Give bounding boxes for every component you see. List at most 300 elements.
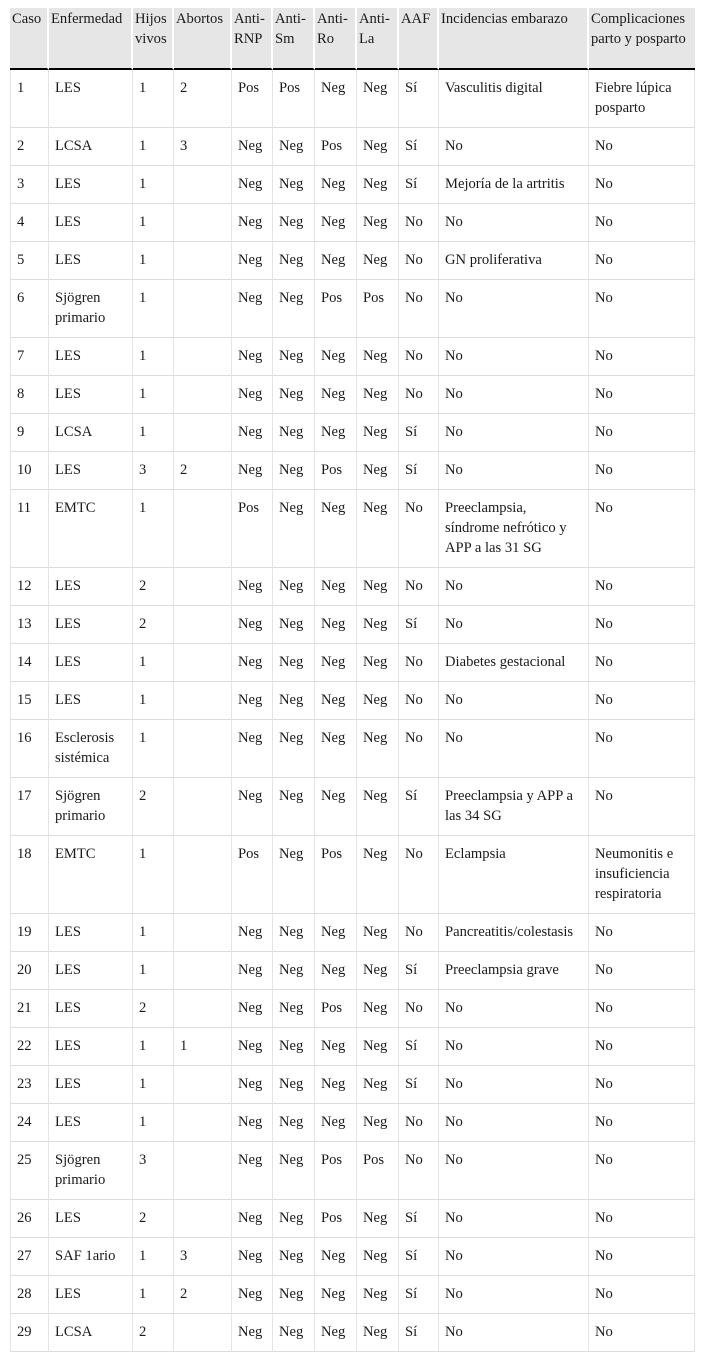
- cell-abortos: [174, 1066, 232, 1104]
- cell-abortos: [174, 778, 232, 836]
- cell-anti-ro: Neg: [315, 166, 357, 204]
- cell-aaf: No: [399, 720, 439, 778]
- table-row: [10, 1200, 695, 1238]
- cell-anti-sm: Neg: [273, 280, 315, 338]
- cell-caso: 18: [10, 836, 49, 914]
- cell-anti-ro: Pos: [315, 1142, 357, 1200]
- cell-aaf: No: [399, 1142, 439, 1200]
- cell-anti-sm: Neg: [273, 720, 315, 778]
- cell-anti-ro: Neg: [315, 1066, 357, 1104]
- cell-enfermedad: Sjögren primario: [49, 778, 133, 836]
- cell-hijos-vivos: 1: [133, 1276, 174, 1314]
- cell-hijos-vivos: 2: [133, 568, 174, 606]
- cell-caso: 24: [10, 1104, 49, 1142]
- cell-complicaciones: No: [589, 1142, 695, 1200]
- table-row: [10, 1314, 695, 1352]
- cell-anti-la: Neg: [357, 452, 399, 490]
- cell-anti-la: Neg: [357, 128, 399, 166]
- cell-anti-sm: Neg: [273, 1104, 315, 1142]
- cell-hijos-vivos: 2: [133, 1200, 174, 1238]
- table-row: [10, 606, 695, 644]
- cell-enfermedad: LES: [49, 204, 133, 242]
- cell-anti-sm: Neg: [273, 990, 315, 1028]
- cell-anti-rnp: Pos: [232, 490, 273, 568]
- cell-hijos-vivos: 1: [133, 720, 174, 778]
- cell-abortos: [174, 914, 232, 952]
- cell-complicaciones: No: [589, 778, 695, 836]
- header-incidencias-embarazo: Incidencias embarazo: [439, 8, 589, 70]
- cell-hijos-vivos: 1: [133, 166, 174, 204]
- cell-enfermedad: LCSA: [49, 128, 133, 166]
- table-row: [10, 1028, 695, 1066]
- cell-incidencias-embarazo: Preeclampsia, síndrome nefrótico y APP a las 31 SG: [439, 490, 589, 568]
- cell-anti-ro: Neg: [315, 952, 357, 990]
- table-row: [10, 990, 695, 1028]
- cell-anti-ro: Neg: [315, 490, 357, 568]
- cell-enfermedad: LES: [49, 644, 133, 682]
- table-row: [10, 242, 695, 280]
- cell-complicaciones: No: [589, 952, 695, 990]
- cell-caso: 14: [10, 644, 49, 682]
- cell-complicaciones: No: [589, 414, 695, 452]
- cell-incidencias-embarazo: No: [439, 1104, 589, 1142]
- cell-anti-la: Neg: [357, 720, 399, 778]
- cell-enfermedad: LES: [49, 70, 133, 128]
- cell-enfermedad: EMTC: [49, 490, 133, 568]
- cell-anti-la: Neg: [357, 606, 399, 644]
- cell-anti-ro: Neg: [315, 568, 357, 606]
- cell-anti-rnp: Neg: [232, 606, 273, 644]
- cell-enfermedad: LES: [49, 1104, 133, 1142]
- cell-anti-ro: Neg: [315, 644, 357, 682]
- table-row: [10, 682, 695, 720]
- table-row: [10, 1276, 695, 1314]
- cell-hijos-vivos: 1: [133, 1238, 174, 1276]
- cell-anti-sm: Neg: [273, 778, 315, 836]
- cell-anti-sm: Neg: [273, 452, 315, 490]
- cell-anti-sm: Neg: [273, 128, 315, 166]
- header-row: [10, 8, 695, 70]
- cell-complicaciones: No: [589, 280, 695, 338]
- cell-enfermedad: LES: [49, 606, 133, 644]
- cell-incidencias-embarazo: No: [439, 280, 589, 338]
- cell-anti-rnp: Neg: [232, 682, 273, 720]
- cell-abortos: 1: [174, 1028, 232, 1066]
- cell-enfermedad: LES: [49, 1028, 133, 1066]
- cell-aaf: No: [399, 376, 439, 414]
- cell-aaf: Sí: [399, 128, 439, 166]
- cell-aaf: Sí: [399, 1066, 439, 1104]
- cell-anti-la: Neg: [357, 1066, 399, 1104]
- table-row: [10, 568, 695, 606]
- cell-anti-ro: Pos: [315, 452, 357, 490]
- cell-caso: 29: [10, 1314, 49, 1352]
- table-row: [10, 166, 695, 204]
- cell-complicaciones: No: [589, 914, 695, 952]
- cell-abortos: 3: [174, 128, 232, 166]
- cell-anti-la: Neg: [357, 1314, 399, 1352]
- cell-incidencias-embarazo: No: [439, 452, 589, 490]
- cell-aaf: No: [399, 280, 439, 338]
- header-anti-ro: Anti-Ro: [315, 8, 357, 70]
- cell-incidencias-embarazo: No: [439, 682, 589, 720]
- cell-anti-la: Neg: [357, 1200, 399, 1238]
- cell-abortos: [174, 720, 232, 778]
- cell-hijos-vivos: 3: [133, 452, 174, 490]
- cell-abortos: 2: [174, 452, 232, 490]
- cell-abortos: [174, 338, 232, 376]
- cell-hijos-vivos: 1: [133, 644, 174, 682]
- cell-anti-la: Neg: [357, 242, 399, 280]
- table-row: [10, 952, 695, 990]
- cell-enfermedad: LES: [49, 1276, 133, 1314]
- cell-anti-sm: Neg: [273, 1200, 315, 1238]
- header-hijos-vivos: Hijos vivos: [133, 8, 174, 70]
- table-row: [10, 128, 695, 166]
- header-caso: Caso: [10, 8, 49, 70]
- cell-anti-rnp: Neg: [232, 242, 273, 280]
- cell-complicaciones: No: [589, 1200, 695, 1238]
- cell-hijos-vivos: 1: [133, 914, 174, 952]
- table-container: [10, 8, 695, 1352]
- cell-aaf: No: [399, 990, 439, 1028]
- cell-caso: 9: [10, 414, 49, 452]
- cell-anti-rnp: Neg: [232, 414, 273, 452]
- cell-aaf: No: [399, 568, 439, 606]
- cell-enfermedad: Esclerosis sistémica: [49, 720, 133, 778]
- cell-anti-ro: Neg: [315, 682, 357, 720]
- header-anti-sm: Anti-Sm: [273, 8, 315, 70]
- table-row: [10, 338, 695, 376]
- cell-hijos-vivos: 1: [133, 952, 174, 990]
- cell-anti-la: Neg: [357, 1276, 399, 1314]
- cell-aaf: Sí: [399, 1314, 439, 1352]
- cell-abortos: [174, 166, 232, 204]
- cell-enfermedad: LES: [49, 338, 133, 376]
- cell-caso: 21: [10, 990, 49, 1028]
- cell-aaf: No: [399, 644, 439, 682]
- cell-incidencias-embarazo: No: [439, 1028, 589, 1066]
- cell-aaf: No: [399, 914, 439, 952]
- cell-enfermedad: LES: [49, 452, 133, 490]
- cell-complicaciones: No: [589, 128, 695, 166]
- cell-anti-ro: Neg: [315, 338, 357, 376]
- cell-incidencias-embarazo: No: [439, 1238, 589, 1276]
- cell-aaf: Sí: [399, 1238, 439, 1276]
- header-enfermedad: Enfermedad: [49, 8, 133, 70]
- cell-anti-rnp: Neg: [232, 1276, 273, 1314]
- cell-enfermedad: LES: [49, 376, 133, 414]
- cell-anti-ro: Neg: [315, 1238, 357, 1276]
- cell-anti-rnp: Neg: [232, 720, 273, 778]
- cell-anti-la: Neg: [357, 166, 399, 204]
- cell-anti-sm: Neg: [273, 1028, 315, 1066]
- cell-caso: 4: [10, 204, 49, 242]
- cell-incidencias-embarazo: No: [439, 1314, 589, 1352]
- cell-anti-la: Neg: [357, 70, 399, 128]
- cell-anti-rnp: Neg: [232, 128, 273, 166]
- cell-anti-rnp: Neg: [232, 1238, 273, 1276]
- cell-anti-rnp: Neg: [232, 644, 273, 682]
- cell-anti-la: Neg: [357, 204, 399, 242]
- table-row: [10, 720, 695, 778]
- cell-caso: 25: [10, 1142, 49, 1200]
- cell-anti-la: Neg: [357, 490, 399, 568]
- cell-abortos: [174, 952, 232, 990]
- cell-aaf: No: [399, 682, 439, 720]
- cell-complicaciones: No: [589, 242, 695, 280]
- cell-anti-sm: Neg: [273, 242, 315, 280]
- cell-hijos-vivos: 1: [133, 338, 174, 376]
- header-complicaciones: Complicaciones parto y posparto: [589, 8, 695, 70]
- cell-anti-ro: Pos: [315, 1200, 357, 1238]
- cell-complicaciones: Neumonitis e insuficiencia respiratoria: [589, 836, 695, 914]
- cell-anti-ro: Neg: [315, 914, 357, 952]
- cell-complicaciones: No: [589, 990, 695, 1028]
- cell-anti-rnp: Neg: [232, 1314, 273, 1352]
- cell-caso: 15: [10, 682, 49, 720]
- cell-anti-ro: Neg: [315, 1276, 357, 1314]
- cell-anti-rnp: Neg: [232, 914, 273, 952]
- cell-anti-sm: Neg: [273, 606, 315, 644]
- cell-abortos: [174, 1200, 232, 1238]
- table-row: [10, 452, 695, 490]
- cell-abortos: [174, 1142, 232, 1200]
- cell-aaf: Sí: [399, 70, 439, 128]
- cell-aaf: Sí: [399, 452, 439, 490]
- cell-aaf: Sí: [399, 1200, 439, 1238]
- cell-incidencias-embarazo: No: [439, 204, 589, 242]
- cell-caso: 8: [10, 376, 49, 414]
- cell-aaf: Sí: [399, 166, 439, 204]
- cell-abortos: [174, 280, 232, 338]
- cell-anti-ro: Neg: [315, 1104, 357, 1142]
- cell-hijos-vivos: 3: [133, 1142, 174, 1200]
- table-row: [10, 778, 695, 836]
- cell-abortos: 3: [174, 1238, 232, 1276]
- cell-complicaciones: No: [589, 1028, 695, 1066]
- cell-anti-sm: Neg: [273, 1142, 315, 1200]
- cell-abortos: [174, 204, 232, 242]
- cell-enfermedad: LES: [49, 990, 133, 1028]
- table-row: [10, 376, 695, 414]
- cell-anti-la: Neg: [357, 836, 399, 914]
- cell-hijos-vivos: 1: [133, 836, 174, 914]
- cell-aaf: No: [399, 204, 439, 242]
- cell-caso: 26: [10, 1200, 49, 1238]
- cell-anti-rnp: Neg: [232, 1104, 273, 1142]
- cell-anti-ro: Neg: [315, 1314, 357, 1352]
- cell-anti-rnp: Neg: [232, 280, 273, 338]
- cell-anti-rnp: Neg: [232, 338, 273, 376]
- cell-caso: 2: [10, 128, 49, 166]
- cell-anti-rnp: Pos: [232, 70, 273, 128]
- cell-hijos-vivos: 1: [133, 70, 174, 128]
- cell-complicaciones: No: [589, 376, 695, 414]
- cell-incidencias-embarazo: Vasculitis digital: [439, 70, 589, 128]
- cell-anti-rnp: Neg: [232, 778, 273, 836]
- cell-anti-la: Neg: [357, 682, 399, 720]
- cell-caso: 17: [10, 778, 49, 836]
- cell-abortos: [174, 1314, 232, 1352]
- cell-complicaciones: No: [589, 644, 695, 682]
- cell-enfermedad: SAF 1ario: [49, 1238, 133, 1276]
- header-aaf: AAF: [399, 8, 439, 70]
- cell-abortos: [174, 490, 232, 568]
- cell-aaf: No: [399, 836, 439, 914]
- cell-caso: 3: [10, 166, 49, 204]
- table-row: [10, 414, 695, 452]
- cell-incidencias-embarazo: No: [439, 414, 589, 452]
- cell-anti-rnp: Neg: [232, 952, 273, 990]
- cell-anti-rnp: Neg: [232, 166, 273, 204]
- cell-caso: 20: [10, 952, 49, 990]
- cell-incidencias-embarazo: No: [439, 128, 589, 166]
- cell-aaf: Sí: [399, 606, 439, 644]
- cell-hijos-vivos: 1: [133, 1028, 174, 1066]
- cell-anti-ro: Neg: [315, 204, 357, 242]
- cell-incidencias-embarazo: No: [439, 720, 589, 778]
- cell-anti-ro: Neg: [315, 70, 357, 128]
- cell-aaf: Sí: [399, 1028, 439, 1066]
- cell-anti-sm: Neg: [273, 414, 315, 452]
- cell-enfermedad: LES: [49, 242, 133, 280]
- cell-hijos-vivos: 1: [133, 280, 174, 338]
- cell-anti-la: Pos: [357, 1142, 399, 1200]
- cell-complicaciones: No: [589, 166, 695, 204]
- cell-anti-ro: Pos: [315, 280, 357, 338]
- cell-caso: 7: [10, 338, 49, 376]
- cell-anti-la: Neg: [357, 914, 399, 952]
- header-abortos: Abortos: [174, 8, 232, 70]
- cell-hijos-vivos: 1: [133, 414, 174, 452]
- cell-incidencias-embarazo: Diabetes gestacional: [439, 644, 589, 682]
- cell-abortos: 2: [174, 70, 232, 128]
- cell-anti-rnp: Neg: [232, 1142, 273, 1200]
- cell-incidencias-embarazo: No: [439, 606, 589, 644]
- cell-incidencias-embarazo: No: [439, 376, 589, 414]
- cell-anti-sm: Neg: [273, 914, 315, 952]
- cell-anti-ro: Pos: [315, 836, 357, 914]
- cell-anti-la: Neg: [357, 1104, 399, 1142]
- cell-abortos: [174, 836, 232, 914]
- cell-anti-la: Neg: [357, 376, 399, 414]
- cell-anti-sm: Neg: [273, 682, 315, 720]
- cell-complicaciones: No: [589, 338, 695, 376]
- table-row: [10, 836, 695, 914]
- cell-abortos: [174, 414, 232, 452]
- cell-caso: 22: [10, 1028, 49, 1066]
- cell-hijos-vivos: 1: [133, 490, 174, 568]
- cell-anti-sm: Neg: [273, 644, 315, 682]
- cell-aaf: No: [399, 1104, 439, 1142]
- cell-anti-ro: Neg: [315, 606, 357, 644]
- cell-complicaciones: No: [589, 490, 695, 568]
- cell-anti-sm: Neg: [273, 836, 315, 914]
- cell-hijos-vivos: 2: [133, 606, 174, 644]
- cell-enfermedad: LES: [49, 1066, 133, 1104]
- cell-hijos-vivos: 1: [133, 1104, 174, 1142]
- cell-abortos: [174, 606, 232, 644]
- cell-enfermedad: Sjögren primario: [49, 280, 133, 338]
- cell-incidencias-embarazo: Mejoría de la artritis: [439, 166, 589, 204]
- cell-complicaciones: No: [589, 1314, 695, 1352]
- cell-abortos: [174, 568, 232, 606]
- cell-hijos-vivos: 2: [133, 1314, 174, 1352]
- table-row: [10, 644, 695, 682]
- cell-anti-rnp: Neg: [232, 204, 273, 242]
- cell-anti-la: Neg: [357, 568, 399, 606]
- table-row: [10, 1066, 695, 1104]
- cell-anti-rnp: Neg: [232, 568, 273, 606]
- cell-aaf: No: [399, 338, 439, 376]
- cell-complicaciones: No: [589, 1104, 695, 1142]
- cell-caso: 19: [10, 914, 49, 952]
- cell-anti-ro: Neg: [315, 242, 357, 280]
- cell-aaf: Sí: [399, 952, 439, 990]
- cell-anti-sm: Neg: [273, 376, 315, 414]
- cell-enfermedad: Sjögren primario: [49, 1142, 133, 1200]
- cell-complicaciones: No: [589, 1276, 695, 1314]
- cell-enfermedad: LCSA: [49, 1314, 133, 1352]
- cell-anti-la: Pos: [357, 280, 399, 338]
- cell-complicaciones: No: [589, 1238, 695, 1276]
- cell-caso: 28: [10, 1276, 49, 1314]
- cell-aaf: Sí: [399, 778, 439, 836]
- cell-anti-sm: Neg: [273, 338, 315, 376]
- cell-anti-sm: Neg: [273, 1276, 315, 1314]
- cell-anti-ro: Neg: [315, 376, 357, 414]
- cell-aaf: Sí: [399, 1276, 439, 1314]
- cell-caso: 16: [10, 720, 49, 778]
- cell-anti-la: Neg: [357, 1028, 399, 1066]
- cell-complicaciones: No: [589, 568, 695, 606]
- cell-anti-rnp: Neg: [232, 1066, 273, 1104]
- cell-incidencias-embarazo: No: [439, 1200, 589, 1238]
- cell-anti-sm: Neg: [273, 166, 315, 204]
- cell-incidencias-embarazo: Eclampsia: [439, 836, 589, 914]
- cell-hijos-vivos: 1: [133, 204, 174, 242]
- cases-table: [10, 8, 695, 1352]
- cell-anti-ro: Pos: [315, 128, 357, 166]
- cell-anti-ro: Neg: [315, 720, 357, 778]
- cell-anti-rnp: Neg: [232, 990, 273, 1028]
- cell-anti-rnp: Pos: [232, 836, 273, 914]
- cell-complicaciones: Fiebre lúpica posparto: [589, 70, 695, 128]
- cell-anti-rnp: Neg: [232, 452, 273, 490]
- cell-incidencias-embarazo: No: [439, 338, 589, 376]
- cell-hijos-vivos: 2: [133, 990, 174, 1028]
- cell-hijos-vivos: 1: [133, 1066, 174, 1104]
- cell-anti-sm: Neg: [273, 490, 315, 568]
- cell-complicaciones: No: [589, 452, 695, 490]
- cell-abortos: [174, 644, 232, 682]
- cell-abortos: [174, 242, 232, 280]
- table-row: [10, 914, 695, 952]
- cell-caso: 6: [10, 280, 49, 338]
- cell-anti-la: Neg: [357, 952, 399, 990]
- cell-abortos: [174, 376, 232, 414]
- cell-complicaciones: No: [589, 720, 695, 778]
- cell-anti-sm: Neg: [273, 204, 315, 242]
- cell-caso: 12: [10, 568, 49, 606]
- cell-caso: 23: [10, 1066, 49, 1104]
- cell-anti-ro: Neg: [315, 778, 357, 836]
- cell-incidencias-embarazo: No: [439, 1066, 589, 1104]
- cell-incidencias-embarazo: Pancreatitis/colestasis: [439, 914, 589, 952]
- cell-incidencias-embarazo: No: [439, 1142, 589, 1200]
- cell-enfermedad: LES: [49, 952, 133, 990]
